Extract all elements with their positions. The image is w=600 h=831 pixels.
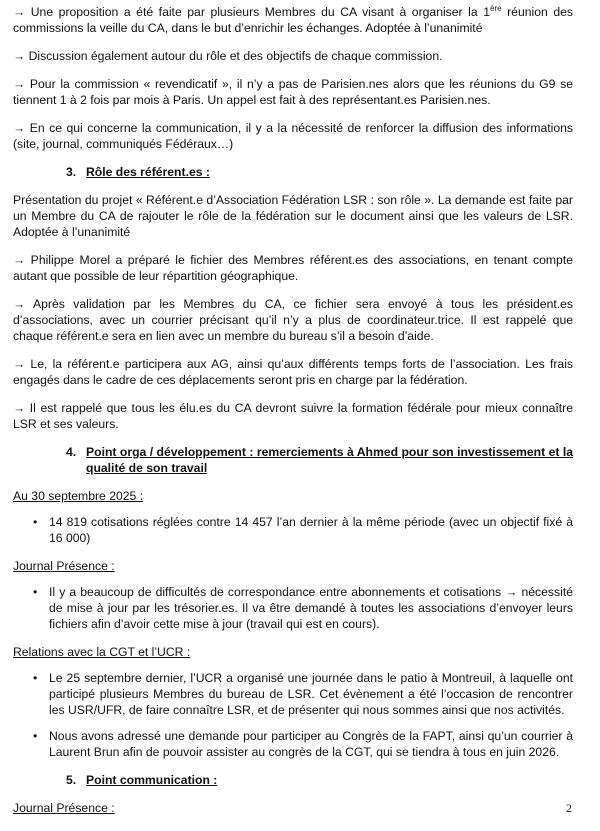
sub-heading-journal-presence: Journal Présence : [13,801,115,815]
document-page [13,4,573,826]
page-number: 2 [566,801,572,815]
paragraph-referent-1: Présentation du projet « Référent.e d’Association Fédération LSR : son rôle ». La demande est faite par un Membre du CA de rajouter le rôle de la fédération sur le document ainsi que les valeurs de LSR. Adoptée à l’unanimité [13,193,573,239]
sub-heading-cotisations: Au 30 septembre 2025 : [13,489,144,503]
paragraph-referent-4: → Le, la référent.e participera aux AG, ainsi qu’aux différents temps forts de l’association. Les frais engagés dans le cadre de ces déplacements seront pris en charge par la fédération. [13,357,573,387]
sub-heading-journal: Journal Présence : [13,559,115,573]
bullet-list-cotisations [13,514,573,546]
bullet-list-journal [13,584,573,632]
paragraph-discussion: → Discussion également autour du rôle et des objectifs de chaque commission. [13,49,443,63]
section-heading-5: 5. Point communication : [66,773,218,787]
paragraph-referent-5: → Il est rappelé que tous les élu.es du CA devront suivre la formation fédérale pour mieux connaître LSR et ses valeurs. [13,401,573,431]
sub-heading-relations: Relations avec la CGT et l’UCR : [13,645,191,659]
list-item: • Nous avons adressé une demande pour participer au Congrès de la FAPT, ainsi qu’un courrier à Laurent Brun afin de pouvoir assister au congrès de la CGT, qui se tiendra à tous en juin 2026. [33,729,573,759]
list-item: • Le 25 septembre dernier, l’UCR a organisé une journée dans le patio à Montreuil, à laquelle ont participé plusieurs Membres du bureau de LSR. Cet évènement a été l’occasion de rencontrer les USR/UFR, de faire connaître LSR, et de présenter qui nous sommes ainsi que nos activités. [33,671,573,717]
paragraph-referent-2: → Philippe Morel a préparé le fichier des Membres référent.es des associations, en tenant compte autant que possible de leur répartition géographique. [13,253,573,283]
paragraph-proposition: → Une proposition a été faite par plusieurs Membres du CA visant à organiser la 1ère réunion des commissions la veille du CA, dans le but d’enrichir les échanges. Adoptée à l’unanimité [13,3,573,35]
section-heading-3: 3. Rôle des référent.es : [66,165,210,179]
paragraph-communication: → En ce qui concerne la communication, il y a la nécessité de renforcer la diffusion des informations (site, journal, communiqués Fédéraux…) [13,121,573,151]
paragraph-referent-3: → Après validation par les Membres du CA, ce fichier sera envoyé à tous les président.es d’associations, avec un courrier précisant qu’il n’y a plus de coordinateur.trice. Il est rappelé que chaque référent.e sera en lien avec un membre du bureau s’il a besoin d’aide. [13,297,573,343]
list-item: • Il y a beaucoup de difficultés de correspondance entre abonnements et cotisations → nécessité de mise à jour par les trésorier.es. Il va être demandé à toutes les associations d’envoyer leurs fichiers afin d’avoir cette mise à jour (travail qui est en cours). [33,585,573,631]
section-heading-4: 4. Point orga / développement : remerciements à Ahmed pour son investissement et la qualité de son travail [66,445,573,475]
paragraph-revendicatif: → Pour la commission « revendicatif », il n’y a pas de Parisien.nes alors que les réunions du G9 se tiennent 1 à 2 fois par mois à Paris. Un appel est fait à des représentant.es Parisien.nes. [13,77,573,107]
bullet-list-relations [13,670,573,760]
list-item: • 14 819 cotisations réglées contre 14 457 l’an dernier à la même période (avec un objectif fixé à 16 000) [33,515,573,545]
